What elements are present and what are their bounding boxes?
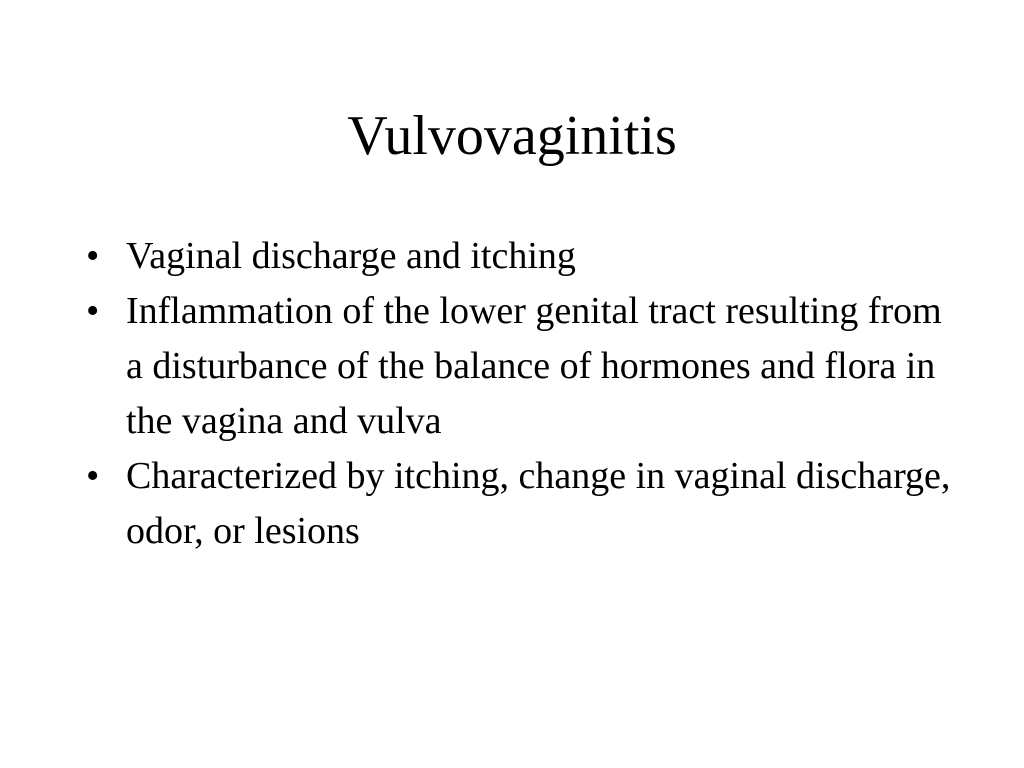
slide-title: Vulvovaginitis <box>347 105 677 167</box>
bullet-item <box>86 229 966 284</box>
bullet-icon: • <box>86 290 100 332</box>
bullet-list <box>86 229 966 559</box>
bullet-icon: • <box>86 455 100 497</box>
bullet-icon: • <box>86 235 100 277</box>
bullet-text: Inflammation of the lower genital tract resulting from a disturbance of the balance of hormones and flora in the vagina and vulva <box>126 290 942 442</box>
bullet-text: Vaginal discharge and itching <box>126 235 576 277</box>
bullet-item <box>86 449 966 559</box>
bullet-text: Characterized by itching, change in vaginal discharge, odor, or lesions <box>126 455 951 552</box>
bullet-item <box>86 284 966 449</box>
